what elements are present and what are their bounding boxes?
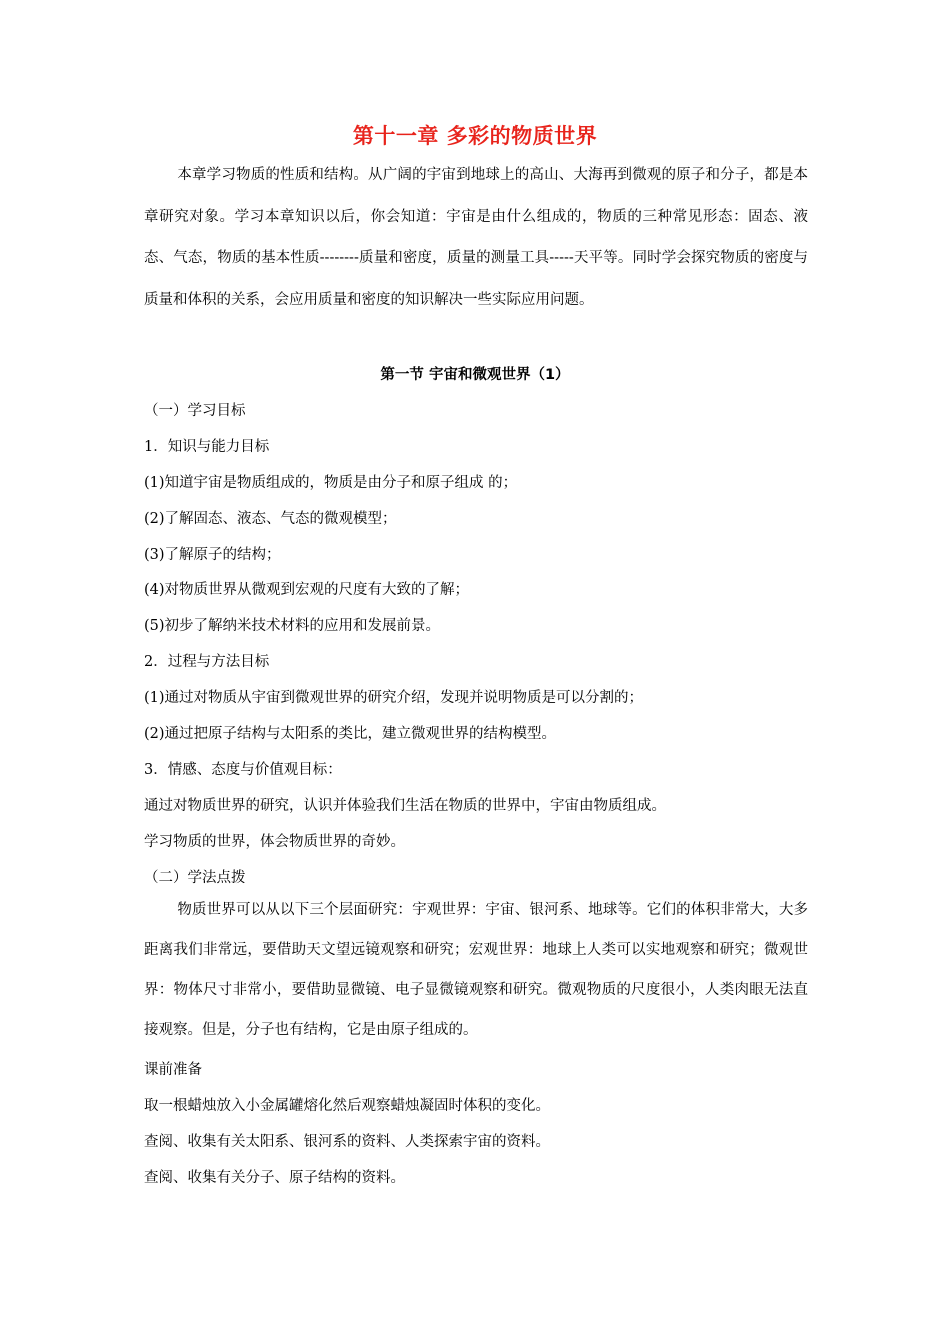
method-paragraph: 物质世界可以从以下三个层面研究：宇观世界：宇宙、银河系、地球等。它们的体积非常大，大多距离我们非常远，要借助天文望远镜观察和研究；宏观世界：地球上人类可以实地观察和研究；微观世界：物体尺寸非常小，要借助显微镜、电子显微镜观察和研究。微观物质的尺度很小，人类肉眼无法直接观察。但是，分子也有结构，它是由原子组成的。 — [144, 902, 808, 1038]
process-goal-item: (2)通过把原子结构与太阳系的类比，建立微观世界的结构模型。 — [144, 726, 557, 743]
prep-heading: 课前准备 — [144, 1062, 202, 1078]
knowledge-goal-item: (2)了解固态、液态、气态的微观模型； — [144, 510, 397, 527]
emotion-goal-item: 通过对物质世界的研究，认识并体验我们生活在物质的世界中，宇宙由物质组成。 — [144, 797, 666, 814]
chapter-title: 第十一章 多彩的物质世界 — [352, 124, 598, 148]
objectives-heading: （一）学习目标 — [144, 403, 246, 419]
emotion-goal-item: 学习物质的世界，体会物质世界的奇妙。 — [144, 833, 405, 850]
emotion-goals-heading: 3．情感、态度与价值观目标： — [144, 761, 342, 778]
method-heading: （二）学法点拨 — [144, 869, 246, 886]
prep-item: 查阅、收集有关分子、原子结构的资料。 — [144, 1170, 405, 1186]
chapter-intro-paragraph: 本章学习物质的性质和结构。从广阔的宇宙到地球上的高山、大海再到微观的原子和分子，都是本章研究对象。学习本章知识以后，你会知道：宇宙是由什么组成的，物质的三种常见形态：固态、液态、气态，物质的基本性质--------质量和密度，质量的测量工具-----天平等。同时学会探究物质的密度与质量和体积的关系，会应用质量和密度的知识解决一些实际应用问题。 — [144, 167, 808, 308]
knowledge-goal-item: (1)知道宇宙是物质组成的，物质是由分子和原子组成 的； — [144, 474, 518, 491]
prep-item: 查阅、收集有关太阳系、银河系的资料、人类探索宇宙的资料。 — [144, 1134, 550, 1150]
process-goal-item: (1)通过对物质从宇宙到微观世界的研究介绍，发现并说明物质是可以分割的； — [144, 690, 644, 707]
section-title: 第一节 宇宙和微观世界（1） — [380, 367, 570, 383]
prep-block — [144, 1052, 808, 1196]
objectives-block — [144, 394, 808, 896]
process-goals-heading: 2．过程与方法目标 — [144, 654, 270, 671]
prep-item: 取一根蜡烛放入小金属罐熔化然后观察蜡烛凝固时体积的变化。 — [144, 1098, 550, 1114]
knowledge-goals-heading: 1．知识与能力目标 — [144, 438, 270, 455]
knowledge-goal-item: (5)初步了解纳米技术材料的应用和发展前景。 — [144, 618, 441, 635]
knowledge-goal-item: (4)对物质世界从微观到宏观的尺度有大致的了解； — [144, 582, 470, 599]
knowledge-goal-item: (3)了解原子的结构； — [144, 546, 281, 563]
